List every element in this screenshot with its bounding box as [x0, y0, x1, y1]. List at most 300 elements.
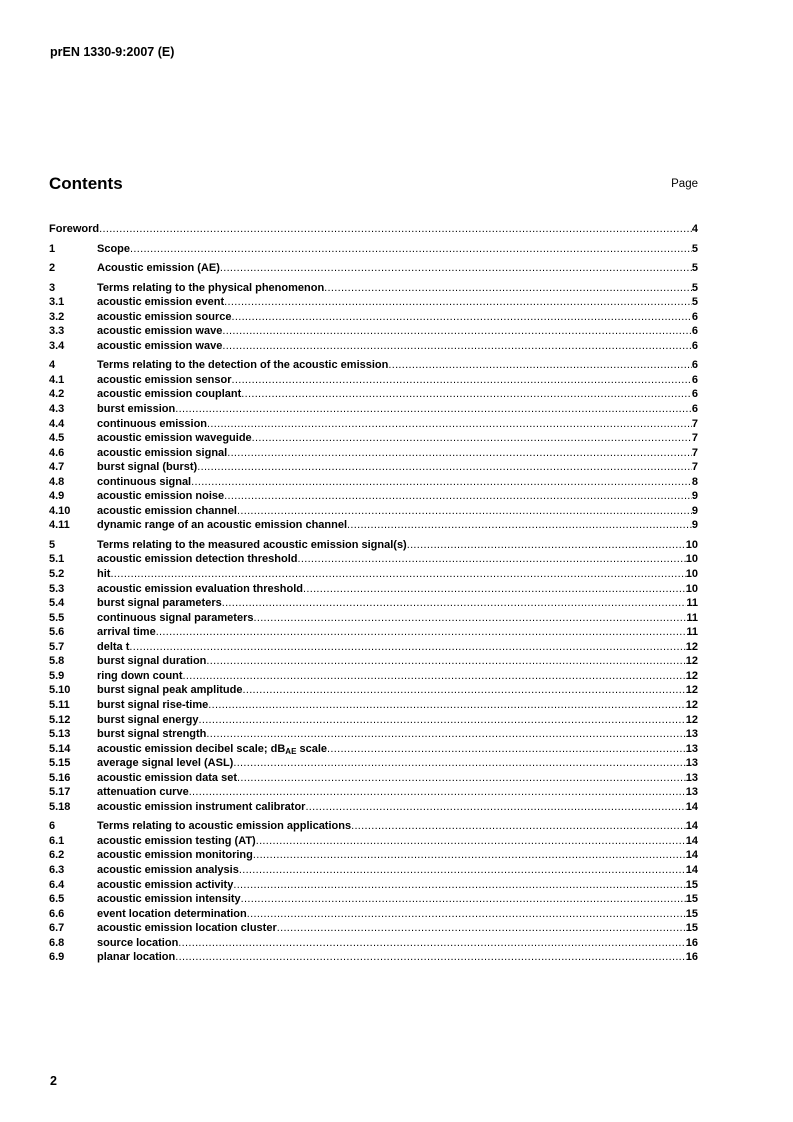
- toc-dot-leader: [206, 654, 685, 669]
- toc-dot-leader: [175, 950, 686, 965]
- toc-entry-title-text: acoustic emission event: [97, 296, 225, 309]
- toc-entry[interactable]: [49, 756, 698, 771]
- toc-entry[interactable]: [49, 222, 698, 237]
- toc-entry-title-text: burst signal duration: [97, 655, 207, 668]
- toc-entry-page: 13: [685, 786, 698, 799]
- toc-entry-title: [97, 907, 247, 922]
- toc-entry-title: [97, 489, 224, 504]
- toc-dot-leader: [303, 582, 686, 597]
- toc-entry-title: [97, 582, 303, 597]
- toc-dot-leader: [388, 358, 692, 373]
- toc-entry-title-text: acoustic emission location cluster: [97, 922, 277, 935]
- toc-entry-number: 5.6: [49, 626, 65, 639]
- toc-entry-page: 16: [685, 951, 698, 964]
- toc-entry-page: 11: [686, 626, 698, 639]
- toc-entry-title: [97, 504, 237, 519]
- toc-entry-number: 4.2: [49, 388, 65, 401]
- toc-dot-leader: [222, 339, 692, 354]
- toc-entry-number: 4.7: [49, 461, 65, 474]
- toc-dot-leader: [277, 921, 686, 936]
- toc-group: [49, 242, 698, 257]
- toc-dot-leader: [178, 936, 685, 951]
- toc-entry[interactable]: [49, 878, 698, 893]
- toc-entry-title: [97, 683, 242, 698]
- toc-entry-number: 5.4: [49, 597, 65, 610]
- toc-entry-number: 6.3: [49, 863, 65, 876]
- toc-dot-leader: [197, 460, 692, 475]
- toc-entry-title-text: event location determination: [97, 907, 247, 920]
- toc-entry-page: 11: [686, 611, 698, 624]
- page-number: 2: [50, 1074, 57, 1088]
- toc-entry-page: 14: [685, 800, 698, 813]
- toc-entry-number: 3: [49, 281, 56, 294]
- toc-entry[interactable]: [49, 654, 698, 669]
- toc-entry-title: [97, 834, 256, 849]
- toc-entry-number: 5.10: [49, 684, 71, 697]
- toc-entry-title-text: acoustic emission evaluation threshold: [97, 582, 303, 595]
- toc-dot-leader: [247, 907, 686, 922]
- toc-entry-number: 5.7: [49, 640, 65, 653]
- toc-entry-page: 14: [685, 820, 698, 833]
- toc-entry-title: [97, 611, 253, 626]
- toc-entry-title: [97, 295, 224, 310]
- toc-entry-title: [97, 892, 241, 907]
- toc-entry-number: 6.1: [49, 834, 65, 847]
- toc-entry-title-text: acoustic emission couplant: [97, 388, 242, 401]
- toc-entry-title: [97, 281, 324, 296]
- toc-entry-title: [97, 921, 277, 936]
- toc-entry[interactable]: [49, 907, 698, 922]
- toc-entry[interactable]: [49, 242, 698, 257]
- toc-entry-title: [97, 358, 388, 373]
- toc-entry-title: [97, 310, 232, 325]
- toc-entry-page: 6: [691, 388, 698, 401]
- toc-entry[interactable]: [49, 489, 698, 504]
- toc-dot-leader: [237, 504, 692, 519]
- toc-entry[interactable]: [49, 713, 698, 728]
- toc-entry-number: 4.10: [49, 504, 71, 517]
- toc-dot-leader: [189, 785, 686, 800]
- toc-entry-title-text: hit: [97, 568, 111, 581]
- toc-entry-title-text: acoustic emission testing (AT): [97, 834, 256, 847]
- toc-entry[interactable]: [49, 936, 698, 951]
- toc-entry[interactable]: [49, 611, 698, 626]
- toc-entry-page: 11: [686, 597, 698, 610]
- toc-entry-number: 6.6: [49, 907, 65, 920]
- toc-entry-title: [97, 698, 208, 713]
- toc-entry-page: 12: [685, 640, 698, 653]
- toc-entry-number: 5.18: [49, 800, 71, 813]
- toc-entry-title-text: acoustic emission wave: [97, 339, 223, 352]
- toc-entry-title: [97, 596, 222, 611]
- toc-entry-title: [97, 460, 197, 475]
- toc-dot-leader: [232, 373, 692, 388]
- toc-entry-title-text: acoustic emission sensor: [97, 373, 232, 386]
- toc-entry-page: 5: [691, 296, 698, 309]
- toc-entry-title: [97, 878, 233, 893]
- toc-dot-leader: [191, 475, 692, 490]
- toc-entry[interactable]: [49, 863, 698, 878]
- toc-dot-leader: [253, 848, 686, 863]
- toc-entry-page: 6: [691, 339, 698, 352]
- toc-entry-number: 6.4: [49, 878, 65, 891]
- toc-entry-page: 6: [691, 310, 698, 323]
- toc-entry[interactable]: [49, 538, 698, 553]
- toc-entry-number: 6.2: [49, 849, 65, 862]
- toc-dot-leader: [224, 489, 692, 504]
- toc-entry-title: [97, 863, 239, 878]
- toc-entry-title-text: ring down count: [97, 669, 183, 682]
- toc-entry-title-text: acoustic emission instrument calibrator: [97, 800, 306, 813]
- toc-entry-number: 1: [49, 242, 56, 255]
- toc-entry-title-text: acoustic emission source: [97, 310, 232, 323]
- toc-entry[interactable]: [49, 358, 698, 373]
- toc-entry-title: [97, 446, 227, 461]
- toc-entry-number: 4.8: [49, 475, 65, 488]
- toc-entry-page: 7: [691, 461, 698, 474]
- toc-dot-leader: [407, 538, 686, 553]
- toc-dot-leader: [233, 878, 685, 893]
- toc-dot-leader: [253, 611, 686, 626]
- contents-heading: Contents: [49, 174, 123, 193]
- toc-group: [49, 281, 698, 354]
- toc-entry-title-text: arrival time: [97, 626, 156, 639]
- toc-dot-leader: [241, 387, 692, 402]
- toc-entry-title: [97, 567, 110, 582]
- toc-entry[interactable]: [49, 669, 698, 684]
- toc-entry-page: 14: [685, 863, 698, 876]
- toc-entry-number: 5.16: [49, 771, 71, 784]
- toc-group: [49, 819, 698, 964]
- toc-entry-number: 5.2: [49, 568, 65, 581]
- toc-entry[interactable]: [49, 819, 698, 834]
- toc-entry[interactable]: [49, 742, 698, 757]
- toc-entry-number: 5.1: [49, 553, 65, 566]
- toc-entry-title-text: acoustic emission monitoring: [97, 849, 253, 862]
- toc-entry-number: 3.4: [49, 339, 65, 352]
- toc-dot-leader: [222, 324, 692, 339]
- toc-dot-leader: [129, 640, 685, 655]
- toc-dot-leader: [305, 800, 685, 815]
- toc-dot-leader: [207, 417, 692, 432]
- toc-entry[interactable]: [49, 785, 698, 800]
- toc-entry[interactable]: [49, 771, 698, 786]
- toc-entry-title-text: Terms relating to the physical phenomenon: [97, 281, 325, 294]
- toc-entry-number: 3.3: [49, 325, 65, 338]
- toc-entry-number: 6.8: [49, 936, 65, 949]
- toc-entry-page: 12: [685, 713, 698, 726]
- toc-entry[interactable]: [49, 892, 698, 907]
- toc-entry-title-text: Terms relating to the detection of the acoustic emission: [97, 359, 389, 372]
- toc-entry-title: [97, 785, 189, 800]
- toc-entry-page: 7: [691, 417, 698, 430]
- toc-entry-title: [97, 242, 130, 257]
- toc-entry[interactable]: [49, 582, 698, 597]
- toc-dot-leader: [130, 242, 692, 257]
- toc-entry-title: [97, 669, 183, 684]
- toc-entry-title-text: acoustic emission decibel scale; dB: [97, 742, 286, 755]
- toc-entry-page: 6: [691, 325, 698, 338]
- toc-entry-title: [97, 387, 241, 402]
- toc-entry-number: 6: [49, 820, 56, 833]
- toc-entry-page: 10: [685, 582, 698, 595]
- toc-entry-number: 6.5: [49, 893, 65, 906]
- toc-entry-title-text: acoustic emission noise: [97, 490, 225, 503]
- toc-entry[interactable]: [49, 417, 698, 432]
- toc-entry[interactable]: [49, 402, 698, 417]
- toc-entry[interactable]: [49, 460, 698, 475]
- toc-entry-title-text: burst signal strength: [97, 728, 207, 741]
- toc-entry-title-text: acoustic emission waveguide: [97, 432, 252, 445]
- toc-entry-page: 12: [685, 655, 698, 668]
- toc-entry-page: 5: [691, 242, 698, 255]
- toc-entry-title-text: delta t: [97, 640, 130, 653]
- toc-dot-leader: [99, 222, 692, 237]
- toc-entry-title-text: Terms relating to the measured acoustic emission signal(s): [97, 538, 407, 551]
- toc-entry[interactable]: [49, 640, 698, 655]
- toc-dot-leader: [327, 742, 686, 757]
- toc-entry-page: 5: [691, 262, 698, 275]
- toc-entry-title-text: planar location: [97, 951, 176, 964]
- toc-entry-title-text: burst emission: [97, 403, 176, 416]
- toc-entry-number: 4.9: [49, 490, 65, 503]
- toc-entry-number: 4.5: [49, 432, 65, 445]
- toc-entry-title-text: Scope: [97, 242, 131, 255]
- toc-group: [49, 222, 698, 237]
- toc-dot-leader: [208, 698, 685, 713]
- toc-entry[interactable]: [49, 373, 698, 388]
- toc-dot-leader: [324, 281, 692, 296]
- toc-entry-page: 13: [685, 771, 698, 784]
- toc-entry[interactable]: [49, 552, 698, 567]
- toc-entry-title-text: continuous emission: [97, 417, 208, 430]
- toc-entry-number: 4.6: [49, 446, 65, 459]
- toc-entry-page: 15: [685, 907, 698, 920]
- toc-entry-page: 4: [691, 223, 698, 235]
- toc-entry[interactable]: [49, 431, 698, 446]
- toc-dot-leader: [175, 402, 692, 417]
- toc-entry-title-text: acoustic emission analysis: [97, 863, 239, 876]
- toc-entry-title: [97, 552, 298, 567]
- toc-entry-title: [97, 518, 347, 533]
- toc-entry[interactable]: [49, 446, 698, 461]
- toc-entry-number: 5.15: [49, 757, 71, 770]
- toc-entry-number: 5.3: [49, 582, 65, 595]
- toc-entry-title: [97, 727, 206, 742]
- toc-entry-page: 9: [691, 504, 698, 517]
- toc-entry-title: [49, 222, 99, 237]
- toc-entry-title: [97, 640, 129, 655]
- toc-dot-leader: [242, 683, 685, 698]
- toc-entry[interactable]: [49, 518, 698, 533]
- toc-entry[interactable]: [49, 339, 698, 354]
- toc-dot-leader: [252, 431, 692, 446]
- toc-entry-title: [97, 324, 222, 339]
- toc-entry-title: [97, 950, 175, 965]
- toc-entry-title-text: dynamic range of an acoustic emission channel: [97, 519, 348, 532]
- toc-entry-title-text: source location: [97, 936, 179, 949]
- toc-entry-number: 3.1: [49, 296, 65, 309]
- toc-entry-title: [97, 771, 237, 786]
- toc-entry-page: 10: [685, 568, 698, 581]
- toc-entry-title-text: burst signal (burst): [97, 461, 198, 474]
- toc-entry-page: 15: [685, 893, 698, 906]
- toc-entry-page: 6: [691, 359, 698, 372]
- toc-entry[interactable]: [49, 848, 698, 863]
- toc-dot-leader: [183, 669, 686, 684]
- toc-entry-number: 4.3: [49, 403, 65, 416]
- toc-entry[interactable]: [49, 921, 698, 936]
- toc-dot-leader: [220, 261, 692, 276]
- toc-entry-page: 9: [691, 490, 698, 503]
- toc-entry-title-text: acoustic emission detection threshold: [97, 553, 298, 566]
- toc-entry-title-text: acoustic emission activity: [97, 878, 234, 891]
- document-id-header: prEN 1330-9:2007 (E): [50, 45, 175, 59]
- toc-entry-title: [97, 538, 407, 553]
- toc-entry-title: [97, 373, 232, 388]
- toc-entry-page: 12: [685, 684, 698, 697]
- toc-entry-title: [97, 713, 198, 728]
- toc-entry-title: [97, 625, 156, 640]
- toc-dot-leader: [241, 892, 686, 907]
- toc-group: [49, 538, 698, 814]
- toc-entry-page: 14: [685, 834, 698, 847]
- toc-entry-page: 12: [685, 698, 698, 711]
- toc-entry-number: 4.11: [49, 519, 70, 532]
- toc-entry-number: 5.14: [49, 742, 71, 755]
- toc-entry[interactable]: [49, 295, 698, 310]
- toc-entry-page: 7: [691, 432, 698, 445]
- toc-entry-title-text: average signal level (ASL): [97, 757, 234, 770]
- toc-entry-number: 4.1: [49, 373, 65, 386]
- toc-entry-page: 7: [691, 446, 698, 459]
- toc-entry-title: [97, 848, 253, 863]
- toc-dot-leader: [227, 446, 692, 461]
- toc-entry[interactable]: [49, 324, 698, 339]
- toc-group: [49, 358, 698, 533]
- toc-entry-title-text: acoustic emission signal: [97, 446, 228, 459]
- toc-entry-number: 4.4: [49, 417, 65, 430]
- toc-dot-leader: [239, 863, 686, 878]
- toc-entry-number: 3.2: [49, 310, 65, 323]
- toc-entry-number: 5.8: [49, 655, 65, 668]
- toc-entry[interactable]: [49, 261, 698, 276]
- toc-entry-title-text: burst signal peak amplitude: [97, 684, 243, 697]
- toc-entry-title: [97, 475, 191, 490]
- toc-entry-page: 14: [685, 849, 698, 862]
- toc-entry-title: [97, 756, 233, 771]
- toc-entry[interactable]: [49, 683, 698, 698]
- toc-dot-leader: [222, 596, 687, 611]
- toc-entry-title-text: Foreword: [49, 223, 100, 235]
- toc-entry-page: 6: [691, 373, 698, 386]
- toc-entry-page: 10: [685, 538, 698, 551]
- toc-entry[interactable]: [49, 475, 698, 490]
- toc-dot-leader: [232, 310, 692, 325]
- toc-entry-number: 5: [49, 538, 56, 551]
- toc-entry-title-text: burst signal energy: [97, 713, 199, 726]
- toc-entry-title-text: continuous signal parameters: [97, 611, 254, 624]
- toc-entry-page: 8: [691, 475, 698, 488]
- toc-entry[interactable]: [49, 281, 698, 296]
- toc-entry-title-text: acoustic emission wave: [97, 325, 223, 338]
- toc-group: [49, 261, 698, 276]
- toc-dot-leader: [156, 625, 687, 640]
- toc-dot-leader: [233, 756, 685, 771]
- toc-entry-title: [97, 936, 178, 951]
- toc-dot-leader: [298, 552, 686, 567]
- toc-entry-title-text: burst signal rise-time: [97, 698, 209, 711]
- toc-entry-page: 10: [685, 553, 698, 566]
- toc-dot-leader: [347, 518, 692, 533]
- toc-entry-number: 6.7: [49, 922, 65, 935]
- toc-entry-title: [97, 742, 327, 757]
- toc-entry-title-text: Acoustic emission (AE): [97, 262, 220, 275]
- toc-dot-leader: [198, 713, 685, 728]
- toc-entry[interactable]: [49, 727, 698, 742]
- toc-entry-title: [97, 261, 220, 276]
- table-of-contents: [49, 222, 698, 970]
- toc-entry-title: [97, 819, 351, 834]
- toc-entry-page: 13: [685, 757, 698, 770]
- toc-entry[interactable]: [49, 698, 698, 713]
- toc-entry-page: 13: [685, 742, 698, 755]
- toc-entry-title: [97, 800, 305, 815]
- toc-dot-leader: [110, 567, 685, 582]
- toc-entry-title-text: acoustic emission channel: [97, 504, 237, 517]
- toc-entry-number: 5.5: [49, 611, 65, 624]
- toc-entry-title-suffix: scale: [296, 742, 328, 755]
- toc-entry-number: 4: [49, 359, 56, 372]
- toc-entry-page: 6: [691, 403, 698, 416]
- toc-entry-number: 5.12: [49, 713, 71, 726]
- toc-entry-number: 5.9: [49, 669, 65, 682]
- toc-entry-number: 5.11: [49, 698, 70, 711]
- toc-entry[interactable]: [49, 310, 698, 325]
- toc-entry-number: 5.17: [49, 786, 71, 799]
- toc-entry[interactable]: [49, 504, 698, 519]
- toc-entry[interactable]: [49, 596, 698, 611]
- toc-entry-page: 9: [691, 519, 698, 532]
- toc-entry-title-text: burst signal parameters: [97, 597, 222, 610]
- toc-entry-title-text: Terms relating to acoustic emission applications: [97, 820, 352, 833]
- toc-entry-title-text: continuous signal: [97, 475, 192, 488]
- toc-dot-leader: [256, 834, 686, 849]
- toc-entry[interactable]: [49, 950, 698, 965]
- toc-entry-number: 6.9: [49, 951, 65, 964]
- toc-dot-leader: [224, 295, 692, 310]
- toc-dot-leader: [206, 727, 685, 742]
- toc-entry-title-subscript: AE: [285, 746, 297, 756]
- toc-entry-page: 13: [685, 728, 698, 741]
- toc-entry[interactable]: [49, 567, 698, 582]
- toc-entry-title: [97, 402, 175, 417]
- toc-entry[interactable]: [49, 800, 698, 815]
- toc-entry-page: 16: [685, 936, 698, 949]
- toc-entry[interactable]: [49, 387, 698, 402]
- toc-entry-number: 5.13: [49, 728, 71, 741]
- toc-entry[interactable]: [49, 834, 698, 849]
- toc-entry-number: 2: [49, 262, 56, 275]
- toc-entry-page: 5: [691, 281, 698, 294]
- toc-entry-page: 12: [685, 669, 698, 682]
- page-column-label: Page: [671, 178, 698, 190]
- toc-entry-page: 15: [685, 922, 698, 935]
- toc-entry-title-text: acoustic emission data set: [97, 771, 237, 784]
- toc-dot-leader: [237, 771, 686, 786]
- toc-entry-title: [97, 417, 207, 432]
- toc-entry[interactable]: [49, 625, 698, 640]
